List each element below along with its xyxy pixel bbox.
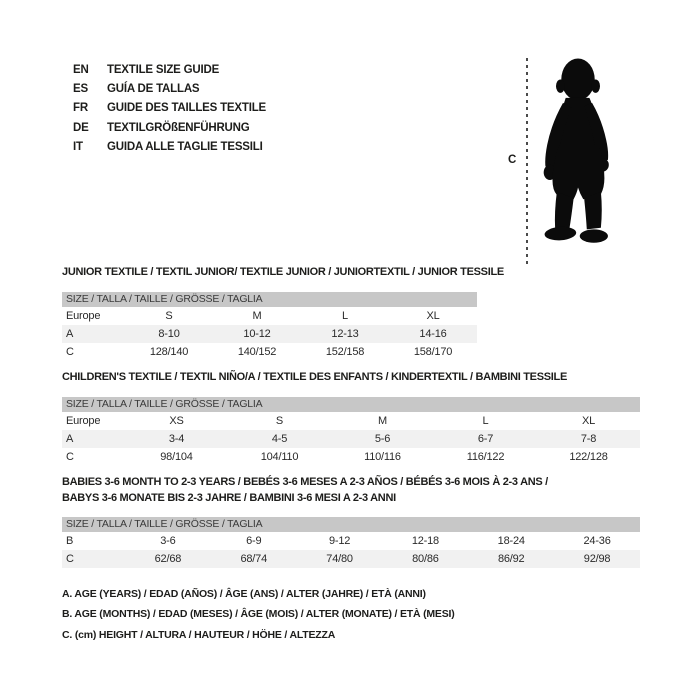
- language-label: GUIDE DES TAILLES TEXTILE: [107, 102, 266, 115]
- size-value-cell: 122/128: [569, 450, 608, 463]
- row-label: A: [66, 432, 74, 445]
- size-value-cell: 92/98: [583, 553, 611, 565]
- size-section-children: [62, 370, 640, 466]
- size-value-cell: 116/122: [466, 450, 505, 463]
- size-table: [62, 517, 640, 568]
- row-label: C: [66, 345, 74, 358]
- language-row: [73, 99, 266, 118]
- row-label: A: [66, 327, 74, 340]
- size-value-cell: 5-6: [374, 432, 391, 445]
- size-value-cell: S: [165, 309, 173, 322]
- table-row: [62, 325, 477, 343]
- table-row: [62, 343, 477, 361]
- size-value-cell: 86/92: [497, 553, 525, 565]
- size-value-cell: 14-16: [419, 327, 447, 340]
- row-label: Europe: [66, 309, 101, 322]
- size-value-cell: 62/68: [154, 553, 182, 565]
- size-value-cell: 9-12: [328, 535, 351, 547]
- size-value-cell: 12-13: [331, 327, 359, 340]
- table-header-bar: SIZE / TALLA / TAILLE / GRÖSSE / TAGLIA: [62, 517, 640, 532]
- language-code: IT: [73, 140, 83, 153]
- language-list: [73, 61, 266, 157]
- language-code: DE: [73, 121, 89, 134]
- table-row: [62, 550, 640, 568]
- size-section-babies: [62, 475, 640, 568]
- size-section-junior: [62, 265, 504, 361]
- size-value-cell: 7-8: [580, 432, 597, 445]
- size-value-cell: M: [252, 309, 262, 322]
- size-value-cell: 8-10: [158, 327, 180, 340]
- height-measure-label: C: [508, 154, 517, 166]
- size-value-cell: 12-18: [411, 535, 439, 547]
- table-header-bar: SIZE / TALLA / TAILLE / GRÖSSE / TAGLIA: [62, 292, 477, 307]
- language-label: TEXTILE SIZE GUIDE: [107, 64, 220, 76]
- section-title-line: CHILDREN'S TEXTILE / TEXTIL NIÑO/A / TEXTILE DES ENFANTS / KINDERTEXTIL / BAMBINI TESSILE: [62, 371, 567, 383]
- size-value-cell: XS: [169, 414, 184, 427]
- language-label: TEXTILGRÖßENFÜHRUNG: [107, 121, 250, 134]
- size-value-cell: 158/170: [413, 345, 453, 358]
- size-value-cell: 80/86: [412, 553, 439, 565]
- table-row: [62, 430, 640, 448]
- table-header-bar: SIZE / TALLA / TAILLE / GRÖSSE / TAGLIA: [62, 397, 640, 412]
- section-title: [62, 265, 504, 281]
- size-value-cell: 10-12: [243, 327, 271, 340]
- size-table: [62, 397, 640, 466]
- legend-line: C. (cm) HEIGHT / ALTURA / HAUTEUR / HÖHE / ALTEZZA: [62, 628, 336, 641]
- legend: [62, 584, 455, 645]
- table-row: [62, 307, 477, 325]
- row-label: Europe: [66, 414, 101, 427]
- language-row: [73, 61, 266, 80]
- section-title-line: BABYS 3-6 MONATE BIS 2-3 JAHRE / BAMBINI 3-6 MESI A 2-3 ANNI: [62, 491, 396, 504]
- language-label: GUÍA DE TALLAS: [107, 83, 200, 96]
- size-value-cell: L: [342, 309, 348, 322]
- legend-line: A. AGE (YEARS) / EDAD (AÑOS) / ÂGE (ANS) / ALTER (JAHRE) / ETÀ (ANNI): [62, 588, 426, 600]
- size-table: [62, 292, 477, 361]
- size-value-cell: 140/152: [237, 345, 277, 358]
- toddler-silhouette-icon: [534, 56, 622, 257]
- table-row: [62, 532, 640, 550]
- size-value-cell: 6-9: [246, 535, 262, 547]
- size-value-cell: 4-5: [271, 432, 288, 445]
- size-value-cell: S: [275, 414, 284, 427]
- language-code: ES: [73, 83, 88, 96]
- size-value-cell: 98/104: [160, 450, 193, 463]
- size-value-cell: 110/116: [364, 450, 401, 463]
- size-value-cell: XL: [426, 309, 440, 322]
- table-row: [62, 448, 640, 466]
- height-measure-dashed-line: [526, 58, 528, 264]
- table-row: [62, 412, 640, 430]
- row-label: B: [66, 535, 74, 547]
- size-value-cell: 24-36: [583, 535, 611, 547]
- size-value-cell: 68/74: [240, 553, 267, 565]
- size-value-cell: 74/80: [326, 553, 353, 565]
- size-value-cell: XL: [581, 414, 596, 427]
- language-row: [73, 119, 266, 138]
- row-label: C: [66, 553, 74, 565]
- size-value-cell: 104/110: [260, 450, 299, 463]
- language-label: GUIDA ALLE TAGLIE TESSILI: [107, 140, 263, 153]
- size-value-cell: L: [482, 414, 489, 427]
- language-code: FR: [73, 102, 88, 115]
- section-title-line: JUNIOR TEXTILE / TEXTIL JUNIOR/ TEXTILE JUNIOR / JUNIORTEXTIL / JUNIOR TESSILE: [62, 266, 504, 278]
- section-title-line: BABIES 3-6 MONTH TO 2-3 YEARS / BEBÉS 3-6 MESES A 2-3 AÑOS / BÉBÉS 3-6 MOIS À 2-3 ANS /: [62, 476, 548, 488]
- section-title: [62, 475, 640, 506]
- language-row: [73, 80, 266, 99]
- row-label: C: [66, 450, 74, 463]
- size-value-cell: 6-7: [477, 432, 494, 445]
- size-value-cell: 18-24: [497, 535, 525, 547]
- size-value-cell: 152/158: [325, 345, 365, 358]
- size-value-cell: 128/140: [149, 345, 189, 358]
- language-code: EN: [73, 64, 89, 76]
- size-value-cell: 3-6: [160, 535, 176, 547]
- size-value-cell: 3-4: [168, 432, 185, 445]
- size-value-cell: M: [378, 414, 387, 427]
- language-row: [73, 138, 266, 157]
- section-title: [62, 370, 640, 386]
- legend-line: B. AGE (MONTHS) / EDAD (MESES) / ÂGE (MOIS) / ALTER (MONATE) / ETÀ (MESI): [62, 608, 455, 621]
